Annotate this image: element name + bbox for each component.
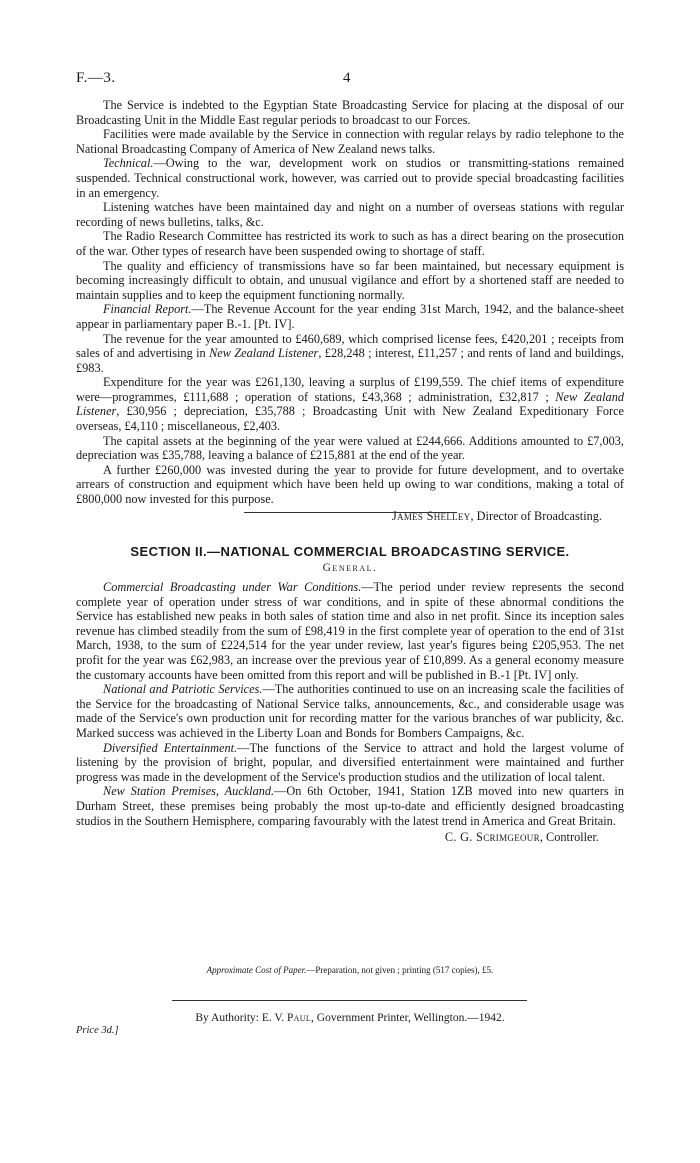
paragraph: Listening watches have been maintained day and night on a number of overseas stations with regular recording of news bulletins, talks, &c. — [76, 200, 624, 229]
printer-authority: By Authority: E. V. Paul, Government Printer, Wellington.—1942. — [195, 1012, 505, 1024]
paragraph-heading: National and Patriotic Services. — [103, 682, 263, 697]
paragraph-commercial-broadcasting: Commercial Broadcasting under War Conditions.—The period under review represents the second complete year of operation under stress of war conditions, and in spite of these abnormal conditions the Service has established new peaks in both sales of station time and also in net profit. Since its inception sales revenue has climbed steadily from the sum of £98,419 in the first complete year of operation to the end of 31st March, 1938, to the sum of £224,514 for the year under review, last year's figures being £205,953. The net profit for the year was £62,983, an increase over the previous year of £10,899. As a general economy measure the customary accounts have been omitted from this report and will be published in B.-1 [Pt. IV] only. — [76, 580, 625, 682]
paper-reference: F.—3. — [76, 70, 116, 86]
paragraph-heading: New Station Premises, Auckland. — [103, 784, 275, 799]
paper-cost-note: Approximate Cost of Paper.—Preparation, not given ; printing (517 copies), £5. — [206, 965, 494, 975]
section-one-body — [76, 98, 624, 523]
paragraph-expenditure: Expenditure for the year was £261,130, leaving a surplus of £199,559. The chief items of expenditure were—programmes, £111,688 ; operation of stations, £43,368 ; administration, £32,817 ; New Zealand Listener, £30,956 ; depreciation, £35,788 ; Broadcasting Unit with New Zealand Expeditionary Force overseas, £4,110 ; miscellaneous, £2,403. — [76, 375, 624, 434]
paragraph-national-services: National and Patriotic Services.—The authorities continued to use on an increasing scale the facilities of the Service for the broadcasting of National Service talks, announcements, &c., and considerable usage was made of the Service's own production unit for recording matter for the various branches of war publicity, &c. Marked success was achieved in the Liberty Loan and Bonds for Bombers Campaigns, &c. — [76, 682, 624, 740]
paragraph-capital-assets: The capital assets at the beginning of the year were valued at £244,666. Additions amounted to £7,003, depreciation was £35,788, leaving a balance of £215,881 at the end of the year. — [76, 433, 624, 463]
paragraph: The Service is indebted to the Egyptian State Broadcasting Service for placing at the disposal of our Broadcasting Unit in the Middle East regular periods to broadcast to our Forces. — [76, 98, 624, 127]
page-number: 4 — [343, 70, 351, 86]
paragraph-heading: Diversified Entertainment. — [103, 740, 238, 755]
paragraph-new-premises: New Station Premises, Auckland.—On 6th October, 1941, Station 1ZB moved into new quarters in Durham Street, these premises being probably the most up-to-date and efficiently designed broadcasting studios in the Southern Hemisphere, comparing favourably with the latest trend in America and Great Britain. — [76, 784, 624, 828]
section-divider — [244, 512, 457, 513]
paragraph-technical: Technical.—Owing to the war, development work on studios or transmitting-stations remained suspended. Technical constructional work, however, was carried out to provide special broadcasting facilities in an emergency. — [76, 156, 624, 200]
paragraph-heading: Financial Report. — [103, 302, 192, 317]
paragraph-revenue: The revenue for the year amounted to £460,689, which comprised license fees, £420,201 ; receipts from sales of and advertising in New Zealand Listener, £28,248 ; interest, £11,257 ; and rents of land and buildings, £983. — [76, 331, 624, 375]
paragraph-financial-report: Financial Report.—The Revenue Account for the year ending 31st March, 1942, and the balance-sheet appear in parliamentary paper B.-1. [Pt. IV]. — [76, 302, 624, 331]
footer-divider — [172, 1000, 527, 1001]
section-subtitle: General. — [322, 562, 378, 574]
price-label: Price 3d.] — [76, 1025, 119, 1036]
section-title: SECTION II.—NATIONAL COMMERCIAL BROADCASTING SERVICE. — [130, 544, 570, 559]
paragraph: Facilities were made available by the Service in connection with regular relays by radio telephone to the National Broadcasting Company of America of New Zealand news talks. — [76, 127, 624, 156]
section-two-body — [76, 580, 624, 845]
paragraph: The quality and efficiency of transmissions have so far been maintained, but necessary equipment is becoming increasingly difficult to obtain, and unusual vigilance and effort by a shortened staff are needed to maintain supplies and to keep the equipment functioning normally. — [76, 258, 624, 302]
paragraph-heading: Technical. — [103, 156, 154, 171]
paragraph-heading: Commercial Broadcasting under War Conditions. — [103, 580, 362, 594]
paragraph-investment: A further £260,000 was invested during the year to provide for future development, and to overtake arrears of construction and equipment which have been held up owing to war conditions, making a total of £800,000 now invested for this purpose. — [76, 462, 624, 507]
paragraph-entertainment: Diversified Entertainment.—The functions of the Service to attract and hold the largest volume of listening by the provision of bright, popular, and diversified entertainment were maintained and further progress was made in the development of the Service's production studios and the utilization of local talent. — [76, 740, 624, 784]
signature-director: James Shelley, Director of Broadcasting. — [391, 508, 602, 523]
signature-controller: C. G. Scrimgeour, Controller. — [444, 830, 599, 845]
paragraph: The Radio Research Committee has restricted its work to such as has a direct bearing on the prosecution of the war. Other types of research have been suspended owing to shortage of staff. — [76, 229, 624, 258]
